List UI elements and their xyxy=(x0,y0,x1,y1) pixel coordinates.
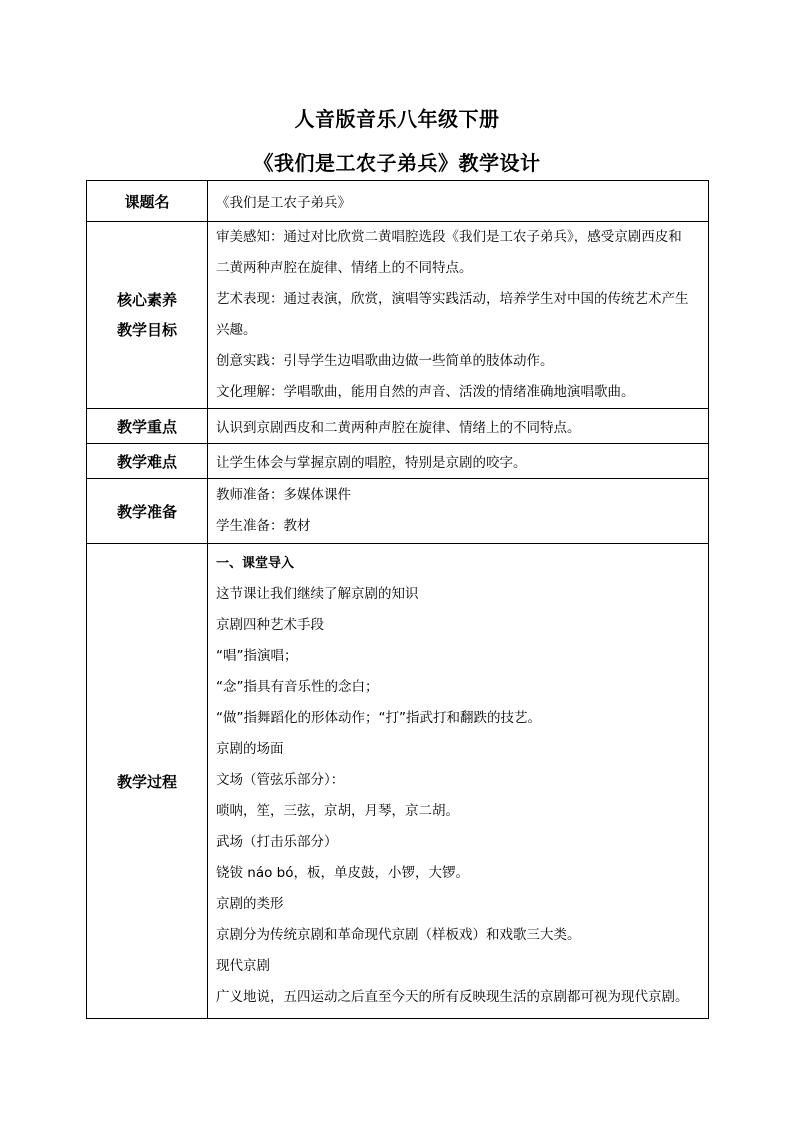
row-process xyxy=(87,544,709,1019)
process-line: 武场（打击乐部分） xyxy=(216,834,338,850)
goal-line: 二黄两种声腔在旋律、情绪上的不同特点。 xyxy=(216,260,473,276)
goal-line: 兴趣。 xyxy=(216,322,257,338)
preparation-content xyxy=(208,479,709,544)
process-line: 京剧分为传统京剧和革命现代京剧（样板戏）和戏歌三大类。 xyxy=(216,927,581,943)
key-points-content: 认识到京剧西皮和二黄两种声腔在旋律、情绪上的不同特点。 xyxy=(208,409,709,444)
key-points-label: 教学重点 xyxy=(87,409,208,444)
process-content xyxy=(208,544,709,1019)
goal-line: 创意实践：引导学生边唱歌曲边做一些简单的肢体动作。 xyxy=(216,353,554,369)
row-key-points xyxy=(87,409,709,444)
process-section-heading: 一、课堂导入 xyxy=(216,556,295,571)
goal-line: 文化理解：学唱歌曲，能用自然的声音、活泼的情绪准确地演唱歌曲。 xyxy=(216,384,635,400)
row-difficulties xyxy=(87,444,709,479)
process-label: 教学过程 xyxy=(87,544,208,1019)
preparation-line: 教师准备：多媒体课件 xyxy=(216,487,351,503)
row-goals xyxy=(87,222,709,409)
process-line: 铙钹 náo bó，板，单皮鼓，小锣，大锣。 xyxy=(216,865,469,881)
goals-content xyxy=(208,222,709,409)
goals-label xyxy=(87,222,208,409)
process-line: “做”指舞蹈化的形体动作；“打”指武打和翻跌的技艺。 xyxy=(216,710,541,726)
process-line: 广义地说，五四运动之后直至今天的所有反映现生活的京剧都可视为现代京剧。 xyxy=(216,989,689,1005)
topic-content: 《我们是工农子弟兵》 xyxy=(208,181,709,222)
process-line: 这节课让我们继续了解京剧的知识 xyxy=(216,586,419,602)
process-line: 现代京剧 xyxy=(216,958,270,974)
goal-line: 艺术表现：通过表演，欣赏，演唱等实践活动，培养学生对中国的传统艺术产生 xyxy=(216,291,689,307)
goals-label-line: 核心素养 xyxy=(116,291,177,309)
row-topic xyxy=(87,181,709,222)
process-line: “唱”指演唱； xyxy=(216,648,298,664)
topic-label: 课题名 xyxy=(87,181,208,222)
goal-line: 审美感知：通过对比欣赏二黄唱腔选段《我们是工农子弟兵》，感受京剧西皮和 xyxy=(216,229,682,245)
process-line: 京剧的类形 xyxy=(216,896,284,912)
lesson-plan-table xyxy=(86,180,709,1019)
process-line: 唢呐，笙，三弦，京胡，月琴，京二胡。 xyxy=(216,803,459,819)
process-line: “念”指具有音乐性的念白； xyxy=(216,679,379,695)
document-title: 人音版音乐八年级下册 xyxy=(294,107,500,131)
process-line: 文场（管弦乐部分）： xyxy=(216,772,345,788)
preparation-label: 教学准备 xyxy=(87,479,208,544)
preparation-line: 学生准备：教材 xyxy=(216,518,311,534)
process-line: 京剧的场面 xyxy=(216,741,284,757)
goals-label-line: 教学目标 xyxy=(116,321,177,339)
row-preparation xyxy=(87,479,709,544)
process-line: 京剧四种艺术手段 xyxy=(216,617,324,633)
lesson-title: 《我们是工农子弟兵》教学设计 xyxy=(253,151,541,175)
difficulties-content: 让学生体会与掌握京剧的唱腔，特别是京剧的咬字。 xyxy=(208,444,709,479)
difficulties-label: 教学难点 xyxy=(87,444,208,479)
